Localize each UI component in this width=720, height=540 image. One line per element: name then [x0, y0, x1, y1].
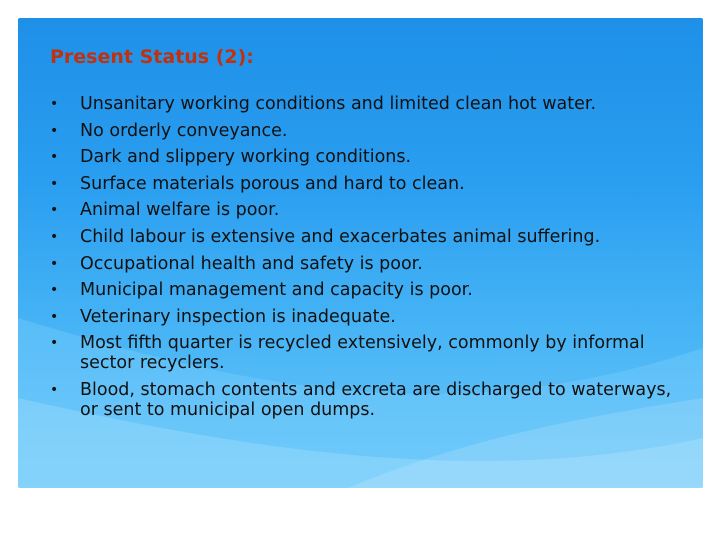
list-item [48, 380, 688, 420]
list-item [48, 307, 688, 327]
list-item [48, 280, 688, 300]
list-item [48, 254, 688, 274]
bullet-text: Blood, stomach contents and excreta are discharged to waterways, or sent to municipal open dumps. [80, 379, 672, 420]
list-item [48, 121, 688, 141]
list-item [48, 174, 688, 194]
list-item [48, 227, 688, 247]
bullet-icon: • [50, 255, 59, 272]
bullet-icon: • [50, 175, 59, 192]
list-item [48, 94, 688, 114]
list-item [48, 333, 688, 373]
bullet-icon: • [50, 96, 59, 112]
bullet-icon: • [50, 202, 59, 219]
bullet-text: Dark and slippery working conditions. [80, 147, 412, 168]
slide-title: Present Status (2): [50, 46, 254, 68]
bullet-text: Most fifth quarter is recycled extensively, commonly by informal sector recyclers. [80, 333, 645, 374]
list-item [48, 200, 688, 220]
bullet-icon: • [50, 381, 59, 398]
bullet-icon: • [50, 149, 59, 166]
bullet-text: Municipal management and capacity is poor. [80, 280, 473, 301]
bullet-icon: • [50, 335, 59, 352]
bullet-icon: • [50, 122, 59, 139]
slide-panel [18, 18, 703, 488]
bullet-text: Animal welfare is poor. [80, 200, 280, 221]
bullet-text: Veterinary inspection is inadequate. [80, 306, 396, 327]
bullet-text: Child labour is extensive and exacerbates animal suffering. [80, 226, 601, 247]
bullet-icon: • [50, 282, 59, 299]
bullet-icon: • [50, 308, 59, 325]
bullet-icon: • [50, 228, 59, 245]
bullet-text: Surface materials porous and hard to clean. [80, 173, 465, 194]
list-item [48, 147, 688, 167]
bullet-text: No orderly conveyance. [80, 120, 288, 141]
bullet-list [48, 94, 688, 427]
bullet-text: Unsanitary working conditions and limited clean hot water. [80, 94, 597, 114]
bullet-text: Occupational health and safety is poor. [80, 253, 423, 274]
